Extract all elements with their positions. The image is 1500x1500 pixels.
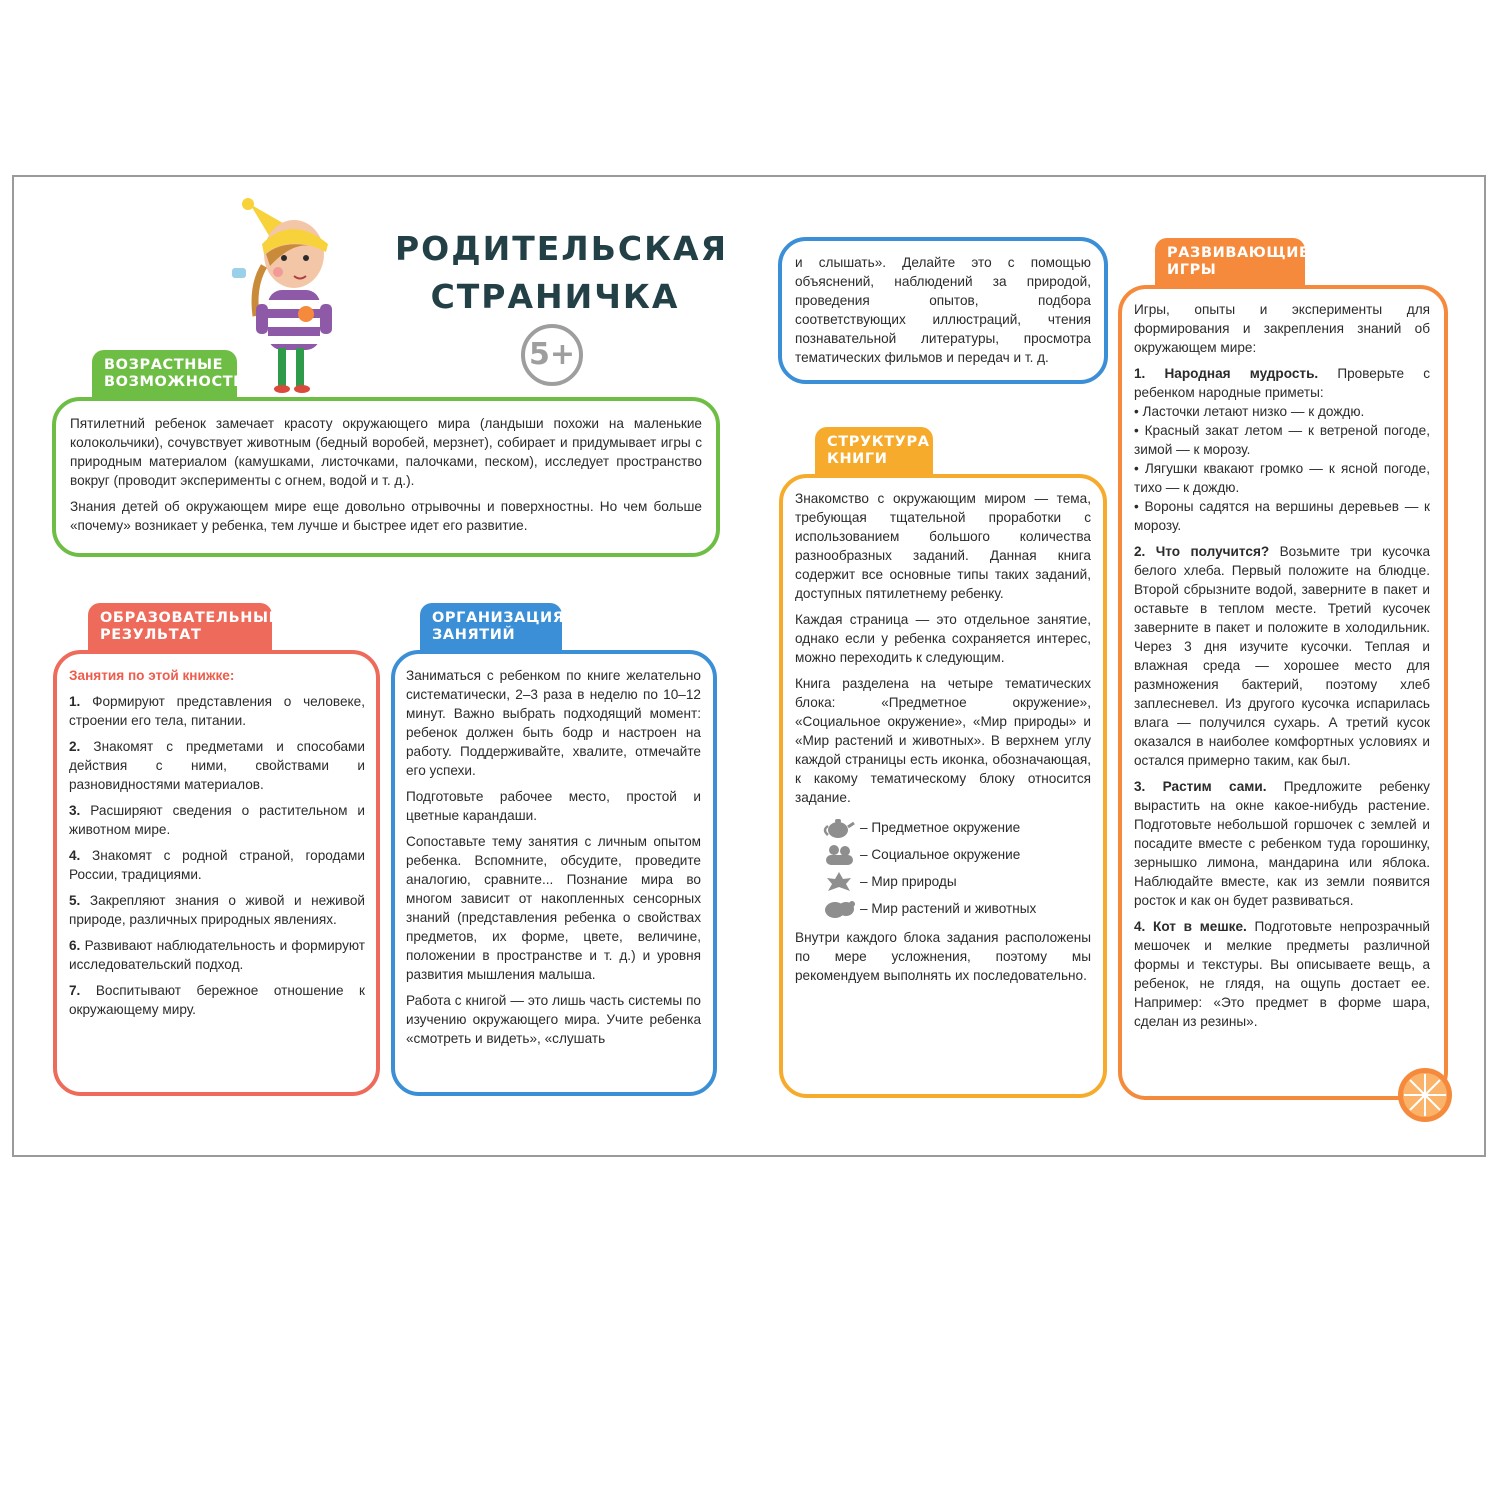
org-continuation-text: и слышать». Делайте это с помощью объяснений, наблюдений за природой, проведения опытов, подбора соответствующих иллюстраций, чтения познавательной литературы, просмотра тематических фильмов и передач и т. д. — [795, 255, 1091, 365]
structure-paragraph-2: Каждая страница — это отдельное занятие, однако если у ребенка сохраняется интерес, можно переходить к следующим. — [795, 612, 1091, 665]
games-intro: Игры, опыты и эксперименты для формирования и закрепления знаний об окружающем мире: — [1134, 302, 1430, 355]
list-item: • Вороны садятся на вершины деревьев — к морозу. — [1134, 499, 1430, 533]
org-paragraph-3: Сопоставьте тему занятия с личным опытом ребенка. Вспомните, обсудите, проведите аналогию, сравните... Познание мира во многом зависит от накопленных сенсорных знаний (представления ребенка о свойствах предметов, их форме, цвете, величине, положении в пространстве и т. д.) и уровня развития мышления малыша. — [406, 834, 701, 982]
orange-slice-icon — [1396, 1066, 1454, 1124]
list-item: 4. Знакомят с родной страной, городами России, традициями. — [69, 848, 365, 882]
list-item: 6. Развивают наблюдательность и формируют исследовательский подход. — [69, 938, 365, 972]
structure-paragraph-1: Знакомство с окружающим миром — тема, требующая тщательной проработки с использованием большого количества разнообразных заданий. Данная книга содержит все основные типы таких заданий, доступных пятилетнему ребенку. — [795, 491, 1091, 601]
list-item: 3. Расширяют сведения о растительном и животном мире. — [69, 803, 365, 837]
list-item: 5. Закрепляют знания о живой и неживой природе, различных природных явлениях. — [69, 893, 366, 927]
result-section-text — [69, 666, 365, 1026]
org-paragraph-2: Подготовьте рабочее место, простой и цветные карандаши. — [406, 789, 701, 823]
age-badge: 5+ — [521, 324, 583, 386]
legend-item: – Мир природы — [822, 868, 1091, 895]
structure-section-text — [795, 489, 1091, 992]
result-lead: Занятия по этой книжке: — [69, 668, 235, 683]
page-title-line1: РОДИТЕЛЬСКАЯ — [395, 229, 729, 268]
structure-paragraph-4: Внутри каждого блока задания расположены по мере усложнения, поэтому мы рекомендуем выполнять их последовательно. — [795, 930, 1091, 983]
legend-item: – Социальное окружение — [822, 841, 1091, 868]
structure-section-tab: СТРУКТУРА КНИГИ — [815, 427, 933, 477]
game-1-signs — [1134, 402, 1430, 535]
games-section-tab: РАЗВИВАЮЩИЕ ИГРЫ — [1155, 238, 1305, 288]
org-paragraph-1: Заниматься с ребенком по книге желательно систематически, 2–3 раза в неделю по 10–12 минут. Важно выбрать подходящий момент: ребенок должен быть бодр и настроен на работу. Поддерживайте, хвалите, отмечайте его успехи. — [406, 668, 701, 778]
games-section-text — [1134, 300, 1430, 1038]
people-icon — [822, 844, 856, 866]
list-item: • Лягушки квакают громко — к ясной погоде, тихо — к дождю. — [1134, 461, 1430, 495]
list-item: 2. Знакомят с предметами и способами действия с ними, свойствами и разновидностями материалов. — [69, 739, 365, 792]
page-title-line2: СТРАНИЧКА — [430, 277, 680, 316]
game-1: 1. Народная мудрость. Проверьте с ребенком народные приметы: — [1134, 366, 1430, 400]
list-item: 1. Формируют представления о человеке, строении его тела, питании. — [69, 694, 365, 728]
structure-paragraph-3: Книга разделена на четыре тематических блока: «Предметное окружение», «Социальное окружение», «Мир природы» и «Мир растений и животных». В верхнем углу каждой страницы есть иконка, обозначающая, к какому тематическому блоку относится задание. — [795, 676, 1091, 805]
org-section-tab: ОРГАНИЗАЦИЯ ЗАНЯТИЙ — [420, 603, 562, 653]
list-item: • Красный закат летом — к ветреной погоде, зимой — к морозу. — [1134, 423, 1430, 457]
age-section-text — [70, 414, 702, 542]
legend — [795, 814, 1091, 922]
page-title — [395, 225, 729, 321]
result-section-tab: ОБРАЗОВАТЕЛЬНЫЙ РЕЗУЛЬТАТ — [88, 603, 272, 653]
leaf-icon — [822, 871, 856, 893]
age-section-tab: ВОЗРАСТНЫЕ ВОЗМОЖНОСТИ — [92, 350, 237, 400]
game-3: 3. Растим сами. Предложите ребенку вырастить на окне какое-нибудь растение. Подготовьте небольшой горшочек с землей и посадите вместе с ребенком туда горошинку, зернышко лимона, мандарина или яблока. Наблюдайте вместе, как из земли появится росток и как он будет развиваться. — [1134, 779, 1430, 908]
org-paragraph-4: Работа с книгой — это лишь часть системы по изучению окружающего мира. Учите ребенка «смотреть и видеть», «слушать — [406, 993, 701, 1046]
legend-item: – Мир растений и животных — [822, 895, 1091, 922]
age-paragraph-1: Пятилетний ребенок замечает красоту окружающего мира (ландыши похожи на маленькие колокольчики), сочувствует животным (бедный воробей, мерзнет), собирает и придумывает игры с природным материалом (камушками, листочками, палочками, песком), исследует пространство вокруг (проводит эксперименты с огнем, водой и т. д.). — [70, 416, 702, 488]
legend-item: – Предметное окружение — [822, 814, 1091, 841]
game-2: 2. Что получится? Возьмите три кусочка белого хлеба. Первый положите на блюдце. Второй сбрызните водой, заверните в пакет и оставьте в теплом месте. Третий кусочек заверните в пакет и положите в холодильник. Через 3 дня изучите кусочки. Теплая и влажная среда — хорошее место для размножения бактерий, поэтому хлеб заплесневел. Из другого кусочка испарилась влага — получился сухарь. А третий кусок оказался в наиболее комфортных условиях и остался примерно таким, как был. — [1134, 544, 1430, 768]
plant-animal-icon — [822, 898, 856, 920]
teapot-icon — [822, 817, 856, 839]
list-item: • Ласточки летают низко — к дождю. — [1134, 404, 1365, 419]
list-item: 7. Воспитывают бережное отношение к окружающему миру. — [69, 983, 366, 1017]
org-section-text — [406, 666, 701, 1055]
game-4: 4. Кот в мешке. Подготовьте непрозрачный мешочек и мелкие предметы различной формы и текстуры. Вы описываете вещь, а ребенок, не глядя, на ощупь достает ее. Например: «Это предмет в форме шара, сделан из резины». — [1134, 919, 1430, 1029]
girl-illustration — [222, 196, 372, 396]
age-paragraph-2: Знания детей об окружающем мире еще довольно отрывочны и поверхностны. Но чем больше «почему» возникает у ребенка, тем лучше и быстрее идет его развитие. — [70, 499, 702, 533]
